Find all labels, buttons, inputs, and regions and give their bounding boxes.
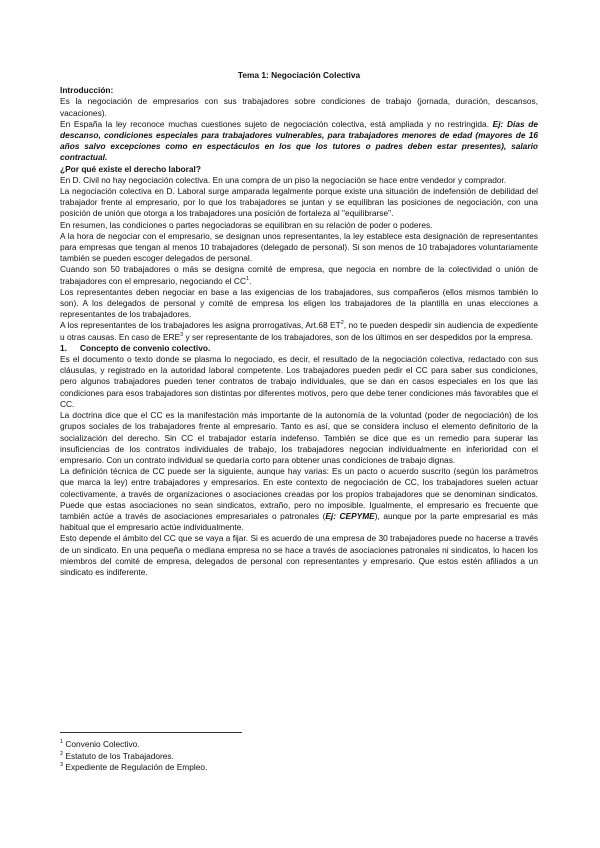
paragraph-cc-document: Es el documento o texto donde se plasma lo negociado, es decir, el resultado de la negociación colectiva, redactado con sus cláusulas, y registrado en la autoridad laboral competente. Los trabajadores pueden pedir el CC para saber sus condiciones, pero algunos trabajadores pueden tener contratos de trabajo individuales, que se dan en casos especiales en los que las condiciones para esos trabajadores son distintas por diferentes motivos, pero que debe tener condiciones más favorables que el CC.	[60, 354, 538, 409]
paragraph-definition: Es la negociación de empresarios con sus trabajadores sobre condiciones de trabajo (jornada, duración, descansos, vacaciones).	[60, 96, 538, 118]
paragraph-scope: Esto depende el ámbito del CC que se vaya a fijar. Si es acuerdo de una empresa de 30 trabajadores puede no hacerse a través de un sindicato. En una pequeña o mediana empresa no se hace a través de asociaciones patronales ni sindicatos, lo hacen los miembros del comité de empresa, delegados de personal con representantes y empresario. Que estos estén afiliados a un sindicato es indiferente.	[60, 533, 538, 577]
paragraph-elections: Los representantes deben negociar en base a las exigencias de los trabajadores, sus compañeros (ellos mismos también lo son). A los delegados de personal y comité de empresa los eligen los trabajadores de la plantilla en unas elecciones a representantes de los trabajadores.	[60, 286, 538, 320]
footnote-number: 1	[60, 739, 64, 746]
paragraph-civil-law: En D. Civil no hay negociación colectiva. En una compra de un piso la negociación se hace entre vendedor y comprador.	[60, 174, 507, 185]
section-title: Concepto de convenio colectivo.	[80, 342, 211, 353]
intro-heading: Introducción:	[60, 85, 114, 96]
footnote-number: 3	[60, 762, 64, 769]
footnote-text: Expediente de Regulación de Empleo.	[63, 762, 208, 772]
paragraph-text: Cuando son 50 trabajadores o más se designa comité de empresa, que negocia en nombre de la colectividad o unión de trabajadores con el empresario, negociando el CC	[60, 264, 538, 286]
footnote-1	[60, 739, 538, 751]
document-body	[60, 70, 538, 578]
paragraph-prerogatives	[60, 320, 538, 342]
footnote-text: Convenio Colectivo.	[63, 739, 140, 749]
example-text: Ej: Dias de descanso, condiciones especiales para trabajadores vulnerables, para trabajadores menores de edad (mayores de 16 años salvo excepciones como en espectáculos en los que los tutores o padres deben estar presentes), salario contractual.	[60, 118, 538, 163]
paragraph-text: y ser representante de los trabajadores, son de los últimos en ser despedidos por la empresa.	[183, 331, 533, 342]
footnote-ref-3[interactable]: 3	[180, 331, 184, 338]
footnote-ref-2[interactable]: 2	[340, 320, 344, 327]
example-text: Ej: CEPYME	[325, 510, 375, 521]
paragraph-technical-definition	[60, 466, 538, 533]
section-heading-1	[60, 343, 538, 354]
footnotes	[60, 732, 538, 774]
paragraph-text: En España la ley reconoce muchas cuestiones sujeto de negociación colectiva, está ampliada y no restringida.	[60, 118, 493, 129]
paragraph-text: A los representantes de los trabajadores les asigna prorrogativas, Art.68 ET	[60, 320, 341, 331]
paragraph-text: La definición técnica de CC puede ser la siguiente, aunque hay varias: Es un pacto o acuerdo suscrito (según los parámetros que marca la ley) entre trabajadores y empresarios. En este contexto de negociación de CC, los trabajadores suelen actuar colectivamente, a través de organizaciones o asociaciones creadas por los propios trabajadores que se denominan sindicatos. Puede que estas asociaciones no sean sindicatos, extraño, pero no imposible. Igualmente, el empresario es frecuente que también actúe a través de asociaciones empresariales o patronales (	[60, 466, 538, 521]
footnote-text: Estatuto de los Trabajadores.	[63, 750, 174, 761]
paragraph-doctrine: La doctrina dice que el CC es la manifestación más importante de la autonomía de la voluntad (poder de negociación) de los grupos sociales de los trabajadores frente al empresario. Tanto es así, que se considera incluso el elemento definitorio de la socialización del derecho. Sin CC el trabajador estaría indefenso. También se dice que es un remedio para superar las insuficiencias de los contratos individuales de trabajo, los trabajadores negocian individualmente en inferioridad con el empresario. Con un contrato individual se quedaría corto para obtener unas condiciones de trabajo dignas.	[60, 410, 538, 465]
paragraph-text: ), aunque por la parte empresarial es más habitual que el empresario actúe individualmente.	[60, 510, 539, 533]
footnote-2	[60, 751, 538, 763]
paragraph-text: .	[249, 275, 252, 286]
why-heading: ¿Por qué existe el derecho laboral?	[60, 163, 201, 174]
paragraph-representatives: A la hora de negociar con el empresario, se designan unos representantes, la ley establece esta designación de representantes para empresas que tengan al menos 10 trabajadores (delegado de personal). Si son menos de 10 trabajadores voluntariamente también se pueden escoger delegados de personal.	[60, 230, 538, 264]
footnote-number: 2	[60, 750, 64, 757]
paragraph-spain-law	[60, 119, 538, 164]
paragraph-labor-law: La negociación colectiva en D. Laboral surge amparada legalmente porque existe una situación de indefensión de debilidad del trabajador frente al empresario, por lo que los trabajadores se juntan y se equilibran las posiciones de negociación, con una posición de unión que otorga a los trabajadores una posición de fortaleza al "equilibrarse".	[60, 186, 538, 219]
paragraph-works-council	[60, 264, 538, 286]
document-title: Tema 1: Negociación Colectiva	[237, 70, 361, 80]
footnote-divider	[60, 732, 242, 733]
paragraph-text: , no te pueden despedir sin audiencia de expediente u otras causas. En caso de ERE	[60, 320, 539, 342]
section-number: 1.	[60, 342, 67, 353]
footnote-ref-1[interactable]: 1	[246, 275, 250, 282]
footnote-3	[60, 762, 538, 774]
paragraph-summary: En resumen, las condiciones o partes negociadoras se equilibran en su relación de poder o poderes.	[60, 219, 433, 230]
